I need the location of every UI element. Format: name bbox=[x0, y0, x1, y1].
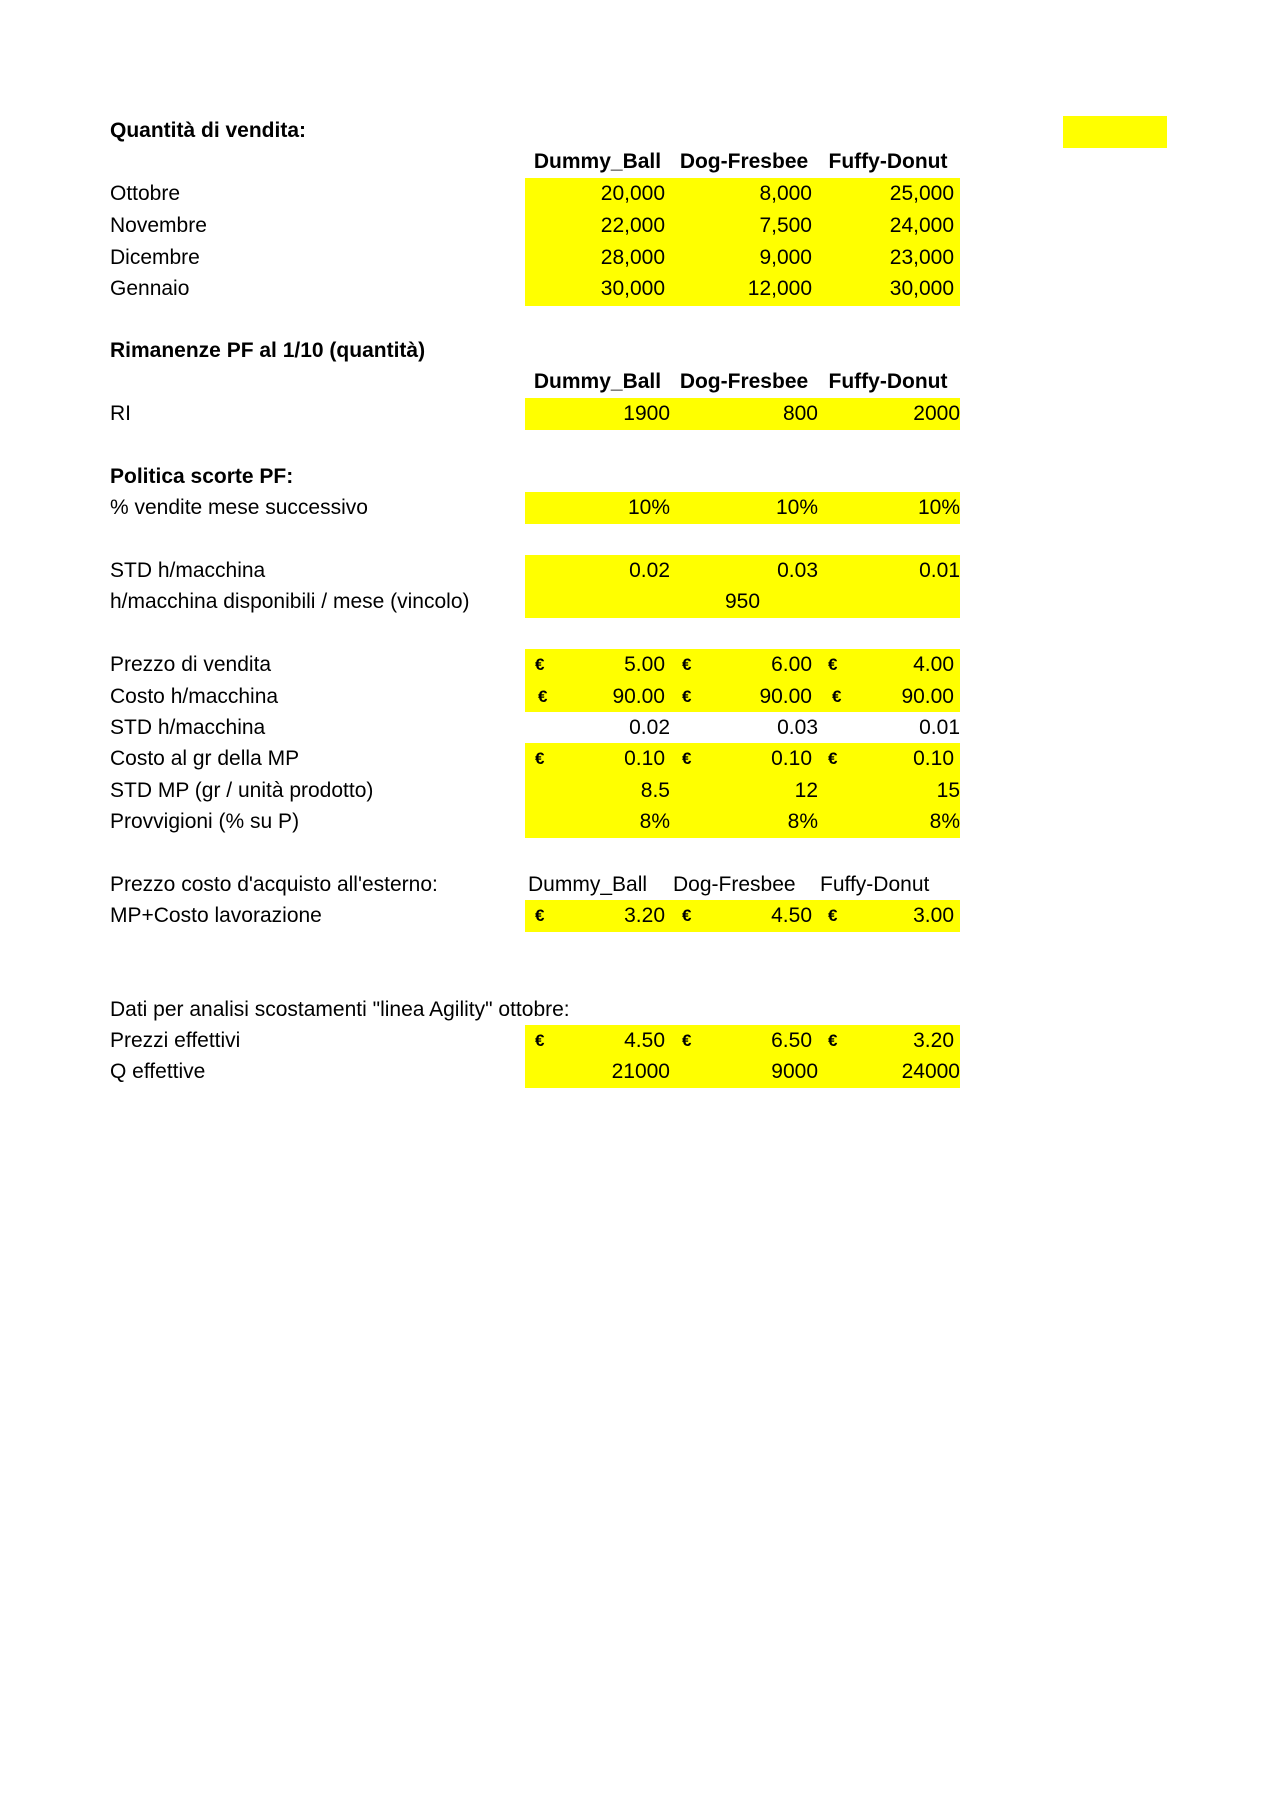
stock-policy-p2: 10% bbox=[775, 496, 818, 519]
external-purchase-p2: 4.50 bbox=[771, 904, 812, 927]
actual-qty-p2: 9000 bbox=[771, 1060, 818, 1083]
cost-std-machine-p1: 0.02 bbox=[629, 716, 670, 739]
actual-price-p2: 6.50 bbox=[771, 1029, 812, 1052]
ri-p2: 800 bbox=[782, 402, 818, 425]
cost-machine-p3: 90.00 bbox=[901, 685, 954, 708]
header3-product-3: Fuffy-Donut bbox=[820, 873, 930, 896]
actual-qty-p3: 24000 bbox=[901, 1060, 960, 1083]
cell-ottobre-p2: 8,000 bbox=[759, 182, 812, 205]
euro-sign: € bbox=[535, 1031, 545, 1050]
row-label-novembre: Novembre bbox=[110, 214, 207, 237]
available-hours-value: 950 bbox=[724, 590, 761, 613]
cost-std-mp-p3: 15 bbox=[936, 779, 960, 802]
actual-prices-label: Prezzi effettivi bbox=[110, 1029, 241, 1052]
cost-machine-p1: 90.00 bbox=[612, 685, 665, 708]
cell-ottobre-p3: 25,000 bbox=[889, 182, 954, 205]
cost-mp-gr-p2: 0.10 bbox=[771, 747, 812, 770]
external-purchase-p1: 3.20 bbox=[624, 904, 665, 927]
header-product-1: Dummy_Ball bbox=[533, 150, 662, 173]
cell-gennaio-p2: 12,000 bbox=[747, 277, 812, 300]
row-label-gennaio: Gennaio bbox=[110, 277, 190, 300]
actual-price-p1: 4.50 bbox=[624, 1029, 665, 1052]
opening-inventory-title: Rimanenze PF al 1/10 (quantità) bbox=[110, 339, 426, 362]
cell-novembre-p3: 24,000 bbox=[889, 214, 954, 237]
euro-sign: € bbox=[828, 749, 838, 768]
variance-title: Dati per analisi scostamenti "linea Agility" ottobre: bbox=[110, 998, 570, 1021]
euro-sign: € bbox=[535, 655, 545, 674]
cell-dicembre-p2: 9,000 bbox=[759, 246, 812, 269]
ri-p1: 1900 bbox=[623, 402, 670, 425]
cost-commission-p3: 8% bbox=[929, 810, 960, 833]
euro-sign: € bbox=[535, 906, 545, 925]
actual-price-p3: 3.20 bbox=[913, 1029, 954, 1052]
euro-sign: € bbox=[832, 687, 842, 706]
cost-commission-p1: 8% bbox=[639, 810, 670, 833]
std-machine-p2: 0.03 bbox=[777, 559, 818, 582]
cost-row-label: Costo h/macchina bbox=[110, 685, 279, 708]
cost-row-label: STD h/macchina bbox=[110, 716, 266, 739]
euro-sign: € bbox=[538, 687, 548, 706]
cost-row-label: Costo al gr della MP bbox=[110, 747, 300, 770]
cell-novembre-p1: 22,000 bbox=[600, 214, 665, 237]
stock-policy-title: Politica scorte PF: bbox=[110, 465, 294, 488]
highlighted-cell bbox=[1063, 116, 1167, 148]
euro-sign: € bbox=[828, 655, 838, 674]
header2-product-3: Fuffy-Donut bbox=[828, 370, 948, 393]
euro-sign: € bbox=[682, 749, 692, 768]
cell-dicembre-p1: 28,000 bbox=[600, 246, 665, 269]
cost-row-label: STD MP (gr / unità prodotto) bbox=[110, 779, 374, 802]
actual-qty-p1: 21000 bbox=[611, 1060, 670, 1083]
cell-gennaio-p3: 30,000 bbox=[889, 277, 954, 300]
cell-dicembre-p3: 23,000 bbox=[889, 246, 954, 269]
euro-sign: € bbox=[828, 906, 838, 925]
header2-product-1: Dummy_Ball bbox=[533, 370, 662, 393]
stock-policy-label: % vendite mese successivo bbox=[110, 496, 368, 519]
euro-sign: € bbox=[682, 1031, 692, 1050]
cost-price-p2: 6.00 bbox=[771, 653, 812, 676]
row-label-ottobre: Ottobre bbox=[110, 182, 181, 205]
euro-sign: € bbox=[682, 655, 692, 674]
row-label-dicembre: Dicembre bbox=[110, 246, 200, 269]
std-machine-p3: 0.01 bbox=[919, 559, 960, 582]
cost-std-mp-p1: 8.5 bbox=[640, 779, 670, 802]
header3-product-2: Dog-Fresbee bbox=[673, 873, 796, 896]
cost-price-p1: 5.00 bbox=[624, 653, 665, 676]
std-machine-p1: 0.02 bbox=[629, 559, 670, 582]
cost-row-label: Provvigioni (% su P) bbox=[110, 810, 300, 833]
cell-ottobre-p1: 20,000 bbox=[600, 182, 665, 205]
header3-product-1: Dummy_Ball bbox=[528, 873, 648, 896]
cell-novembre-p2: 7,500 bbox=[759, 214, 812, 237]
cost-machine-p2: 90.00 bbox=[759, 685, 812, 708]
cell-gennaio-p1: 30,000 bbox=[600, 277, 665, 300]
stock-policy-p1: 10% bbox=[627, 496, 670, 519]
cost-mp-gr-p3: 0.10 bbox=[913, 747, 954, 770]
header-product-3: Fuffy-Donut bbox=[828, 150, 948, 173]
external-purchase-label: MP+Costo lavorazione bbox=[110, 904, 322, 927]
sales-quantity-title: Quantità di vendita: bbox=[110, 119, 307, 142]
cost-std-mp-p2: 12 bbox=[794, 779, 818, 802]
header-product-2: Dog-Fresbee bbox=[679, 150, 809, 173]
header2-product-2: Dog-Fresbee bbox=[679, 370, 809, 393]
euro-sign: € bbox=[535, 749, 545, 768]
cost-std-machine-p3: 0.01 bbox=[919, 716, 960, 739]
euro-sign: € bbox=[682, 687, 692, 706]
available-hours-label: h/macchina disponibili / mese (vincolo) bbox=[110, 590, 470, 613]
cost-mp-gr-p1: 0.10 bbox=[624, 747, 665, 770]
cost-price-p3: 4.00 bbox=[913, 653, 954, 676]
cost-std-machine-p2: 0.03 bbox=[777, 716, 818, 739]
euro-sign: € bbox=[682, 906, 692, 925]
stock-policy-p3: 10% bbox=[917, 496, 960, 519]
std-machine-label: STD h/macchina bbox=[110, 559, 266, 582]
external-purchase-title: Prezzo costo d'acquisto all'esterno: bbox=[110, 873, 438, 896]
cost-row-label: Prezzo di vendita bbox=[110, 653, 272, 676]
ri-label: RI bbox=[110, 402, 131, 425]
external-purchase-p3: 3.00 bbox=[913, 904, 954, 927]
actual-qty-label: Q effettive bbox=[110, 1060, 206, 1083]
ri-p3: 2000 bbox=[913, 402, 960, 425]
euro-sign: € bbox=[828, 1031, 838, 1050]
cost-commission-p2: 8% bbox=[787, 810, 818, 833]
